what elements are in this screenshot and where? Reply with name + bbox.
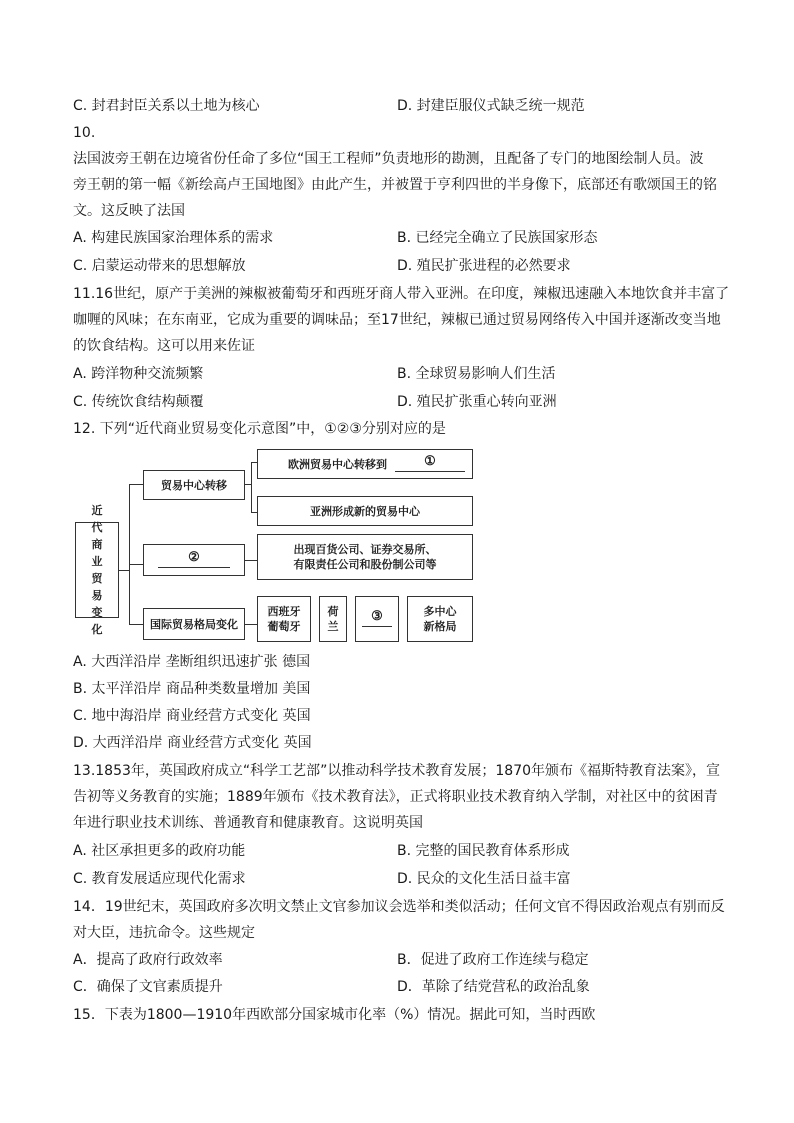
q14-option-c: C．确保了文官素质提升	[73, 979, 223, 995]
blank-1-marker: ①	[424, 453, 436, 469]
commerce-change-diagram	[73, 444, 473, 646]
q11-option-c: C. 传统饮食结构颠覆	[73, 394, 204, 410]
q12-option-a: A. 大西洋沿岸 垄断组织迅速扩张 德国	[73, 654, 311, 670]
q13-stem-line3: 年进行职业技术训练、普通教育和健康教育。这说明英国	[73, 815, 423, 831]
q11-option-d: D. 殖民扩张重心转向亚洲	[397, 394, 557, 410]
stage1-label: 西班牙葡萄牙	[267, 605, 301, 633]
branch2-leaf-connector	[245, 560, 257, 561]
q11-stem-line1: 11.16世纪，原产于美洲的辣椒被葡萄牙和西班牙商人带入亚洲。在印度，辣椒迅速融入本地饮食并丰富了	[73, 286, 730, 302]
branch2-leaf-line2: 有限责任公司和股份制公司等	[293, 558, 437, 571]
diagram-root-label: 近代商业贸易变化	[91, 504, 103, 636]
q11-stem-line3: 的饮食结构。这可以用来佐证	[73, 338, 255, 354]
q13-stem-line1: 13.1853年，英国政府成立“科学工艺部”以推动科学技术教育发展；1870年颁布《福斯特教育法案》，宣	[73, 763, 721, 779]
blank-2	[158, 549, 230, 568]
branch1-leaf2-box	[257, 496, 473, 526]
q10-stem-line1: 法国波旁王朝在边境省份任命了多位“国王工程师”负责地形的勘测，且配备了专门的地图绘制人员。波	[73, 151, 704, 167]
blank-3-marker: ③	[371, 608, 383, 624]
q9-option-c: C. 封君封臣关系以土地为核心	[73, 98, 260, 114]
q15-stem: 15．下表为1800—1910年西欧部分国家城市化率（%）情况。据此可知，当时西欧	[73, 1007, 596, 1023]
branch1-label: 贸易中心转移	[161, 478, 227, 492]
branch2-box	[143, 544, 245, 576]
branch2-leaf-line1: 出现百货公司、证券交易所、	[293, 543, 437, 556]
q10-option-c: C. 启蒙运动带来的思想解放	[73, 258, 246, 274]
blank-2-marker: ②	[188, 549, 200, 565]
q10-option-a: A. 构建民族国家治理体系的需求	[73, 230, 274, 246]
q12-option-b: B. 太平洋沿岸 商品种类数量增加 美国	[73, 681, 311, 697]
q13-option-a: A. 社区承担更多的政府功能	[73, 843, 246, 859]
root-connector	[119, 570, 129, 571]
branch1-leaf1-label: 欧洲贸易中心转移到	[288, 457, 387, 471]
q10-stem-line3: 文。这反映了法国	[73, 203, 185, 219]
branch2-leaf-box	[257, 534, 473, 580]
branch1-leaf2-label: 亚洲形成新的贸易中心	[310, 504, 420, 518]
q14-stem-line2: 对大臣，违抗命令。这些规定	[73, 925, 255, 941]
q11-option-a: A. 跨洋物种交流频繁	[73, 366, 204, 382]
q13-option-b: B. 完整的国民教育体系形成	[397, 843, 570, 859]
q12-option-c: C. 地中海沿岸 商业经营方式变化 英国	[73, 708, 311, 724]
stage2-box	[319, 596, 347, 642]
q13-option-d: D. 民众的文化生活日益丰富	[397, 871, 571, 887]
blank-3	[362, 608, 392, 627]
stage3-box	[355, 596, 399, 642]
q10-option-d: D. 殖民扩张进程的必然要求	[397, 258, 571, 274]
q12-stem: 12. 下列“近代商业贸易变化示意图”中，①②③分别对应的是	[73, 421, 446, 437]
q10-number: 10.	[73, 125, 96, 141]
branch3-label: 国际贸易格局变化	[150, 617, 238, 631]
branch3-leaf-connector	[245, 624, 257, 625]
q11-option-b: B. 全球贸易影响人们生活	[397, 366, 556, 382]
q13-stem-line2: 告初等义务教育的实施；1889年颁布《技术教育法》，正式将职业技术教育纳入学制，对社区中的贫困青	[73, 789, 718, 805]
q14-option-b: B．促进了政府工作连续与稳定	[397, 952, 589, 968]
branch1-leaf-spine	[251, 462, 252, 512]
q13-option-c: C. 教育发展适应现代化需求	[73, 871, 246, 887]
stage4-box	[407, 596, 473, 642]
q10-option-b: B. 已经完全确立了民族国家形态	[397, 230, 598, 246]
q9-option-d: D. 封建臣服仪式缺乏统一规范	[397, 98, 585, 114]
branch3-connector	[129, 624, 143, 625]
branch1-leaf1-box	[257, 449, 473, 479]
branch1-box	[143, 470, 245, 500]
q14-option-a: A．提高了政府行政效率	[73, 952, 223, 968]
branch1-leaf-connector	[245, 484, 251, 485]
diagram-root-box	[75, 504, 119, 636]
branch-spine	[129, 484, 130, 624]
q10-stem-line2: 旁王朝的第一幅《新绘高卢王国地图》由此产生，并被置于亨利四世的半身像下，底部还有歌颂国王的铭	[73, 177, 717, 193]
branch2-connector	[129, 564, 143, 565]
q14-stem-line1: 14．19世纪末，英国政府多次明文禁止文官参加议会选举和类似活动；任何文官不得因政治观点有别而反	[73, 899, 725, 915]
stage1-box	[257, 596, 311, 642]
stage2-label: 荷兰	[327, 605, 339, 633]
q14-option-d: D．革除了结党营私的政治乱象	[397, 979, 590, 995]
stage4-label: 多中心新格局	[423, 605, 457, 633]
q11-stem-line2: 咖喱的风味；在东南亚，它成为重要的调味品；至17世纪，辣椒已通过贸易网络传入中国并逐渐改变当地	[73, 312, 721, 328]
branch3-box	[143, 608, 245, 640]
blank-1	[395, 453, 465, 472]
branch1-connector	[129, 484, 143, 485]
q12-option-d: D. 大西洋沿岸 商业经营方式变化 英国	[73, 735, 312, 751]
